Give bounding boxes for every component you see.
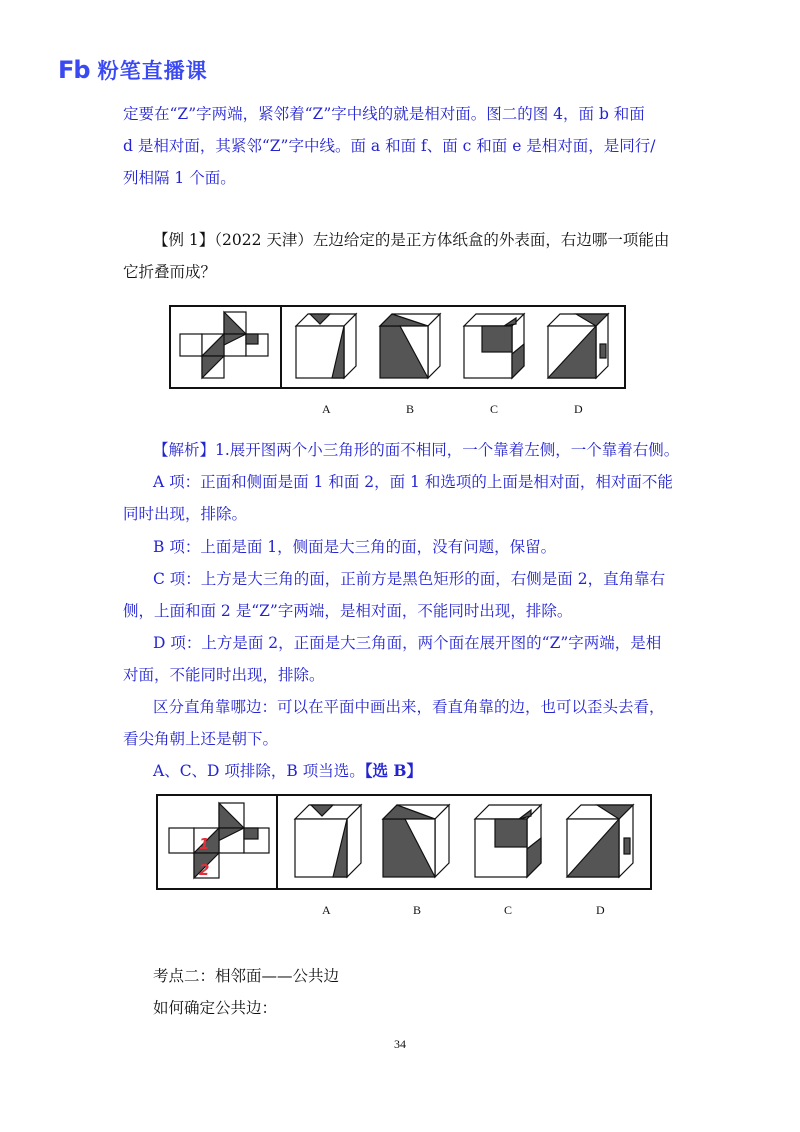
analysis-b-line: B 项：上面是面 1，侧面是大三角的面，没有问题，保留。 xyxy=(153,538,557,556)
answer-tag: 【选 B】 xyxy=(364,761,422,780)
analysis-d-line-1: D 项：上方是面 2，正面是大三角面，两个面在展开图的“Z”字两端，是相 xyxy=(153,634,662,652)
analysis-d-line-2: 对面，不能同时出现，排除。 xyxy=(123,666,325,684)
fig2-label-a: A xyxy=(322,903,331,917)
figure-2 xyxy=(155,793,655,923)
brand-name: 粉笔直播课 xyxy=(97,59,208,83)
fig2-option-a-cube xyxy=(295,805,361,877)
example-line-2: 它折叠而成？ xyxy=(123,263,217,281)
option-a-cube xyxy=(296,314,356,378)
cube-net xyxy=(180,312,268,378)
analysis-tip-line-1: 区分直角靠哪边：可以在平面中画出来，看直角靠的边，也可以歪头去看， xyxy=(153,698,665,716)
intro-line-2: d 是相对面，其紧邻“Z”字中线。面 a 和面 f、面 c 和面 e 是相对面，是同行/ xyxy=(123,137,656,155)
option-b-cube xyxy=(380,314,440,378)
analysis-intro: 【解析】1.展开图两个小三角形的面不相同，一个靠着左侧，一个靠着右侧。 xyxy=(153,441,680,459)
fig2-option-c-cube xyxy=(475,805,541,877)
analysis-c-line-2: 侧，上面和面 2 是“Z”字两端，是相对面，不能同时出现，排除。 xyxy=(123,602,573,620)
section-question: 如何确定公共边： xyxy=(153,999,278,1017)
option-c-cube xyxy=(464,314,524,378)
intro-line-3: 列相隔 1 个面。 xyxy=(123,169,236,187)
analysis-tip-line-2: 看尖角朝上还是朝下。 xyxy=(123,730,279,748)
fig1-label-a: A xyxy=(322,402,331,416)
fig1-label-c: C xyxy=(490,402,499,416)
annotated-cube-net xyxy=(169,803,269,878)
option-d-cube xyxy=(548,314,608,378)
analysis-c-line-1: C 项：上方是大三角的面，正前方是黑色矩形的面，右侧是面 2，直角靠右 xyxy=(153,570,666,588)
figure-1 xyxy=(168,304,628,420)
example-line-1: 【例 1】（2022 天津）左边给定的是正方体纸盒的外表面，右边哪一项能由 xyxy=(153,231,670,249)
analysis-a-line-2: 同时出现，排除。 xyxy=(123,505,248,523)
fig1-label-d: D xyxy=(574,402,583,416)
annotation-2: 2 xyxy=(199,861,210,879)
annotation-1: 1 xyxy=(199,835,210,853)
analysis-a-line-1: A 项：正面和侧面是面 1 和面 2，面 1 和选项的上面是相对面，相对面不能 xyxy=(153,473,673,491)
answer-text: A、C、D 项排除，B 项当选。 xyxy=(153,762,365,780)
logo-mark: Fb xyxy=(58,56,90,84)
brand-logo xyxy=(58,56,208,84)
fig2-option-b-cube xyxy=(383,805,449,877)
fig2-option-d-cube xyxy=(567,805,633,877)
fig2-label-b: B xyxy=(413,903,422,917)
fig2-label-c: C xyxy=(504,903,513,917)
page-number: 34 xyxy=(394,1037,406,1051)
section-title: 考点二：相邻面——公共边 xyxy=(153,967,340,985)
fig2-label-d: D xyxy=(596,903,605,917)
intro-line-1: 定要在“Z”字两端，紧邻着“Z”字中线的就是相对面。图二的图 4，面 b 和面 xyxy=(123,105,645,123)
fig1-label-b: B xyxy=(406,402,415,416)
analysis-answer xyxy=(153,761,422,781)
